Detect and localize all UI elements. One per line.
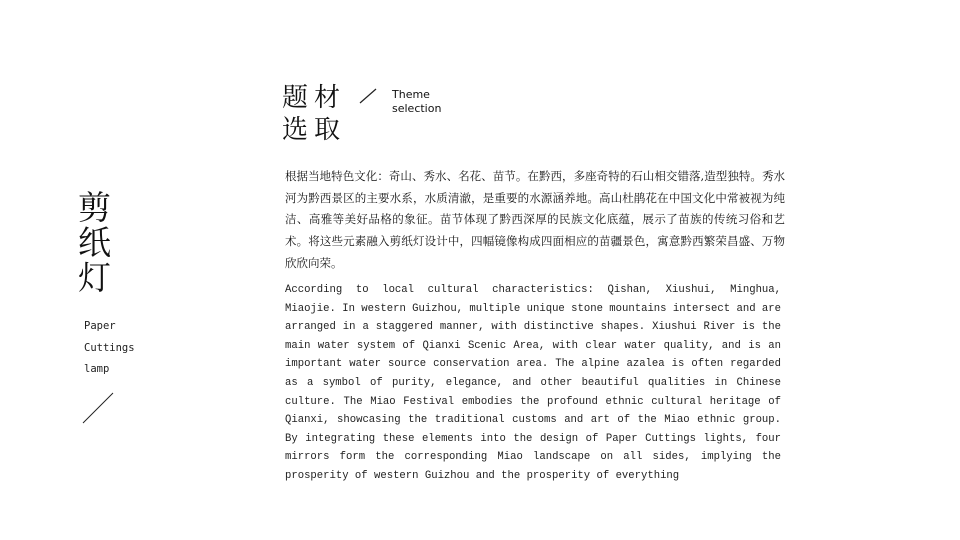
side-title-char: 剪 [78, 188, 111, 227]
side-subtitle-line: lamp [84, 363, 110, 375]
side-title [78, 190, 118, 295]
side-title-char: 灯 [78, 258, 111, 297]
slash-divider-icon [82, 392, 114, 424]
side-subtitle-line: Paper [84, 320, 116, 332]
heading-english [392, 88, 441, 116]
heading-english-line: selection [392, 102, 442, 115]
english-body-text: According to local cultural characteristics: Qishan, Xiushui, Minghua, Miaojie. In western Guizhou, multiple unique stone mountains intersect and are arranged in a staggered manner, with distinctive shapes. Xiushui River is the main water system of Qianxi Scenic Area, with clear water quality, and is an important water source conservation area. The alpine azalea is often regarded as a symbol of purity, elegance, and other beautiful qualities in Chinese culture. The Miao Festival embodies the profound ethnic cultural heritage of Qianxi, showcasing the traditional customs and art of the Miao ethnic group. By integrating these elements into the design of Paper Cuttings lights, four mirrors form the corresponding Miao landscape on all sides, implying the prosperity of western Guizhou and the prosperity of everything [285, 284, 781, 482]
side-subtitle-line: Cuttings [84, 341, 135, 354]
heading-line: 选取 [282, 115, 347, 145]
slash-divider-icon [359, 88, 377, 104]
chinese-body-text: 根据当地特色文化：奇山、秀水、名花、苗节。在黔西，多座奇特的石山相交错落,造型独特。秀水河为黔西景区的主要水系，水质清澈，是重要的水源涵养地。高山杜鹃花在中国文化中常被视为纯洁、高雅等美好品格的象征。苗节体现了黔西深厚的民族文化底蕴，展示了苗族的传统习俗和艺术。将这些元素融入剪纸灯设计中，四幅镜像构成四面相应的苗疆景色，寓意黔西繁荣昌盛、万物欣欣向荣。 [285, 169, 785, 270]
side-subtitle [84, 316, 135, 381]
side-title-char: 纸 [78, 223, 111, 262]
section-heading [282, 82, 352, 146]
heading-line: 题材 [282, 83, 347, 113]
heading-english-line: Theme [392, 88, 430, 101]
